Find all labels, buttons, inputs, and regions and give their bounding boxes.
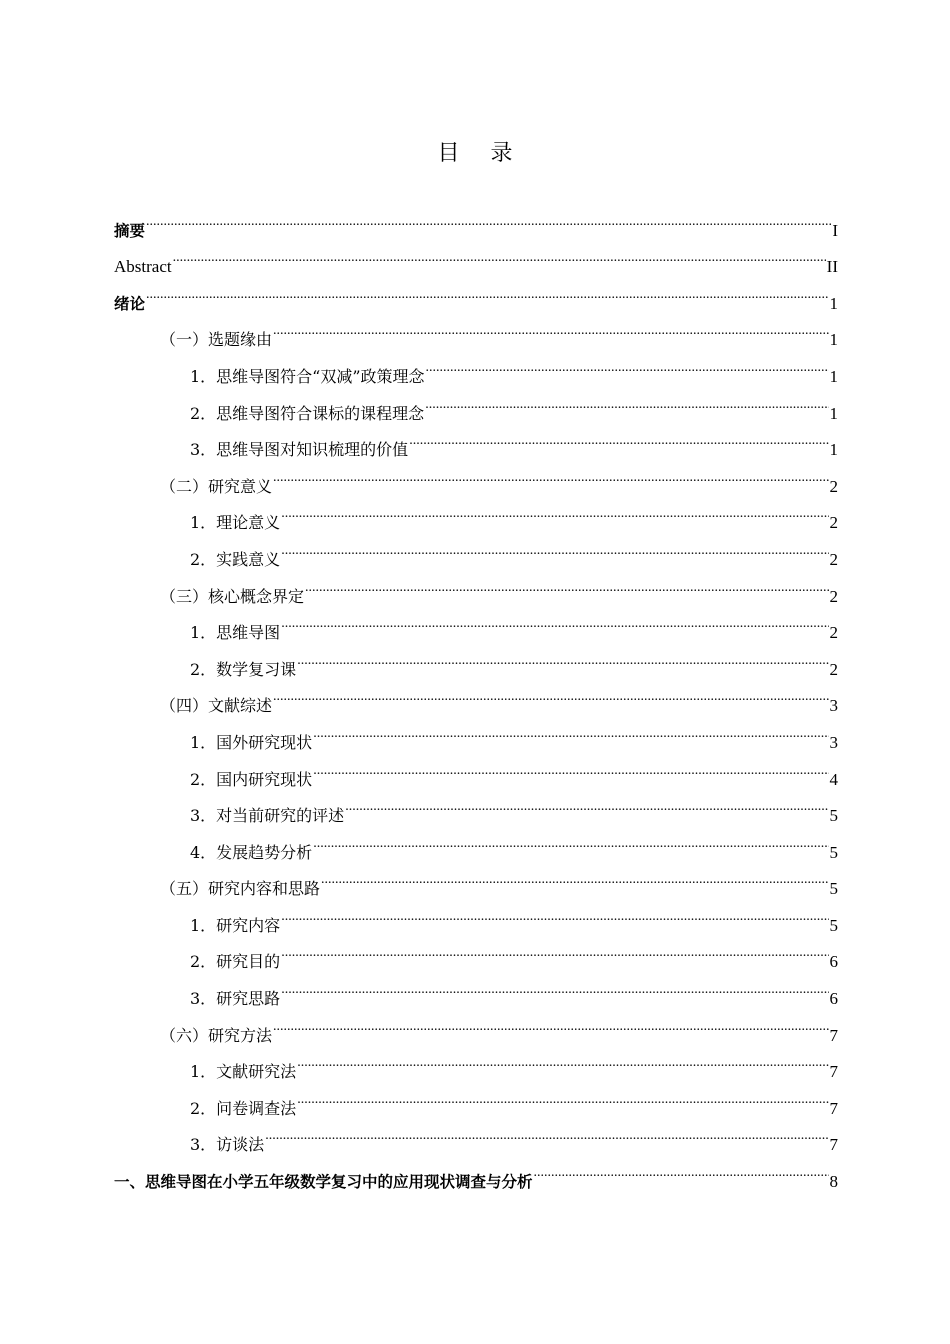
dot-leader <box>273 675 828 712</box>
toc-entry-page-number: 1 <box>829 293 838 313</box>
toc-entry-page-number: 6 <box>829 989 838 1009</box>
dot-leader <box>313 711 828 748</box>
toc-entry-page-number: 1 <box>829 440 838 460</box>
toc-entry-page-number: 1 <box>829 366 838 386</box>
dot-leader <box>281 528 828 565</box>
toc-entry-page-number: 5 <box>829 806 838 826</box>
dot-leader <box>281 894 828 931</box>
toc-entry-label: 2．思维导图符合课标的课程理念 <box>190 403 425 423</box>
toc-entry-label: （五）研究内容和思路 <box>160 879 321 899</box>
dot-leader <box>345 785 828 822</box>
toc-entry-page-number: 5 <box>829 915 838 935</box>
toc-entry-label: 2．问卷调查法 <box>190 1098 297 1118</box>
toc-entry-page-number: 1 <box>829 403 838 423</box>
toc-entry-label: 2．国内研究现状 <box>190 769 313 789</box>
toc-entry-page-number: 7 <box>829 1062 838 1082</box>
toc-entry-label: 2．实践意义 <box>190 549 281 569</box>
toc-entry-label: 1．文献研究法 <box>190 1062 297 1082</box>
toc-entry[interactable] <box>114 199 838 240</box>
dot-leader <box>281 931 828 968</box>
toc-entry-label: 3．思维导图对知识梳理的价值 <box>190 440 409 460</box>
dot-leader <box>297 638 828 675</box>
toc-entry-page-number: 2 <box>829 549 838 569</box>
dot-leader <box>313 821 828 858</box>
dot-leader <box>426 345 829 382</box>
toc-entry[interactable] <box>114 272 838 313</box>
toc-entry[interactable] <box>114 309 838 350</box>
toc-entry-label: 3．对当前研究的评述 <box>190 806 345 826</box>
toc-entry-page-number: 3 <box>829 696 838 716</box>
toc-entry-page-number: 7 <box>829 1098 838 1118</box>
toc-entry-page-number: I <box>832 220 838 240</box>
dot-leader <box>321 858 828 895</box>
toc-entry-label: 2．数学复习课 <box>190 659 297 679</box>
dot-leader <box>297 1041 828 1078</box>
toc-entry-label: 1．国外研究现状 <box>190 732 313 752</box>
toc-entry-page-number: 1 <box>829 330 838 350</box>
toc-entry-label: 1．理论意义 <box>190 513 281 533</box>
dot-leader <box>173 236 826 273</box>
toc-entry-page-number: 5 <box>829 842 838 862</box>
dot-leader <box>273 455 828 492</box>
toc-entry-label: 绪论 <box>114 294 146 313</box>
toc-entry-label: 1．思维导图 <box>190 623 281 643</box>
toc-entry-label: （二）研究意义 <box>160 476 273 496</box>
dot-leader <box>281 492 828 529</box>
toc-entry-label: 1．研究内容 <box>190 915 281 935</box>
toc-entry-page-number: 3 <box>829 732 838 752</box>
dot-leader <box>297 1077 828 1114</box>
dot-leader <box>146 199 831 236</box>
toc-entry-page-number: 4 <box>829 769 838 789</box>
toc-entry-page-number: 2 <box>829 659 838 679</box>
toc-entry-page-number: 2 <box>829 513 838 533</box>
toc-entry[interactable] <box>114 236 838 277</box>
dot-leader <box>146 272 828 309</box>
toc-entry-page-number: 7 <box>829 1025 838 1045</box>
dot-leader <box>425 382 828 419</box>
toc-entry-page-number: 2 <box>829 586 838 606</box>
toc-entry-label: Abstract <box>114 257 172 277</box>
dot-leader <box>534 1150 829 1187</box>
toc-entry-page-number: II <box>826 257 838 277</box>
toc-entry-label: 3．访谈法 <box>190 1135 265 1155</box>
dot-leader <box>305 565 828 602</box>
toc-entry-page-number: 7 <box>829 1135 838 1155</box>
toc-entry-label: 4．发展趋势分析 <box>190 842 313 862</box>
dot-leader <box>273 309 828 346</box>
toc-entry-page-number: 2 <box>829 623 838 643</box>
toc-entry-label: （六）研究方法 <box>160 1025 273 1045</box>
toc-entry-label: 一、思维导图在小学五年级数学复习中的应用现状调查与分析 <box>114 1173 533 1192</box>
toc-entry-page-number: 6 <box>829 952 838 972</box>
dot-leader <box>265 1114 828 1151</box>
toc-entry-label: 摘要 <box>114 221 146 240</box>
table-of-contents <box>114 199 838 1192</box>
dot-leader <box>281 967 828 1004</box>
dot-leader <box>313 748 828 785</box>
toc-entry-label: （四）文献综述 <box>160 696 273 716</box>
toc-entry-label: 2．研究目的 <box>190 952 281 972</box>
toc-entry-page-number: 8 <box>829 1172 838 1192</box>
toc-entry-page-number: 2 <box>829 476 838 496</box>
toc-entry-label: （三）核心概念界定 <box>160 586 305 606</box>
toc-entry-page-number: 5 <box>829 879 838 899</box>
toc-entry-label: 3．研究思路 <box>190 989 281 1009</box>
dot-leader <box>409 419 828 456</box>
toc-entry-label: （一）选题缘由 <box>160 330 273 350</box>
dot-leader <box>281 602 828 639</box>
page-title: 目 录 <box>437 141 525 166</box>
dot-leader <box>273 1004 828 1041</box>
toc-entry-label: 1．思维导图符合“双减”政策理念 <box>190 366 425 386</box>
